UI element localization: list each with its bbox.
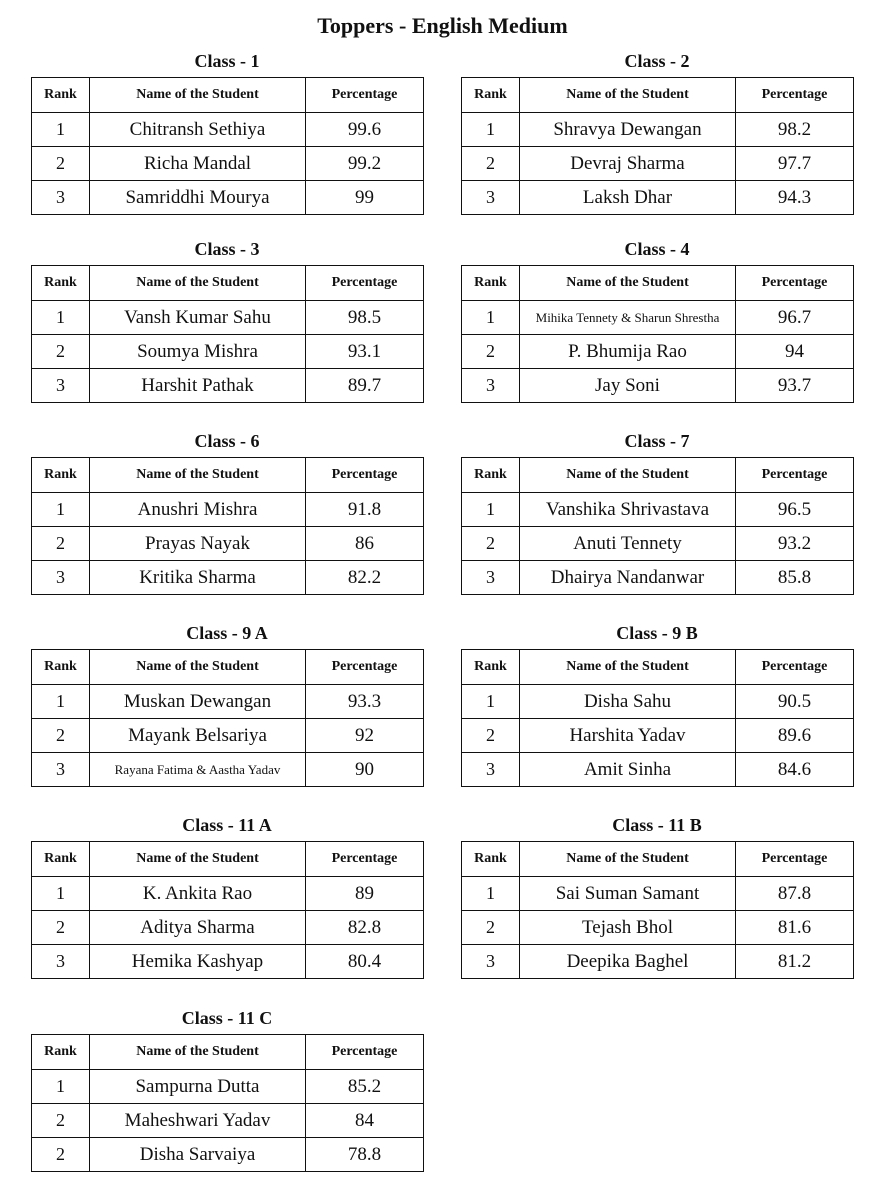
table-row xyxy=(462,527,854,561)
toppers-table xyxy=(31,841,424,979)
rank-cell: 3 xyxy=(462,753,520,787)
percentage-cell: 93.2 xyxy=(736,527,854,561)
table-row xyxy=(32,527,424,561)
rank-cell: 1 xyxy=(32,493,90,527)
student-name-cell: Anuti Tennety xyxy=(520,527,736,561)
percentage-cell: 89.7 xyxy=(306,369,424,403)
percentage-header: Percentage xyxy=(736,78,854,113)
percentage-cell: 96.7 xyxy=(736,301,854,335)
name-header: Name of the Student xyxy=(520,78,736,113)
student-name-cell: Chitransh Sethiya xyxy=(90,113,306,147)
percentage-header: Percentage xyxy=(306,266,424,301)
percentage-cell: 94 xyxy=(736,335,854,369)
name-header: Name of the Student xyxy=(90,78,306,113)
class-title: Class - 1 xyxy=(194,51,260,71)
class-title: Class - 11 B xyxy=(612,815,702,835)
table-row xyxy=(32,369,424,403)
class-block-11a xyxy=(31,812,423,979)
student-name-cell: Sai Suman Samant xyxy=(520,877,736,911)
class-title: Class - 7 xyxy=(624,431,690,451)
rank-cell: 1 xyxy=(462,493,520,527)
rank-cell: 1 xyxy=(32,877,90,911)
percentage-cell: 99.6 xyxy=(306,113,424,147)
rank-header: Rank xyxy=(462,650,520,685)
class-block-11b xyxy=(461,812,853,979)
table-row xyxy=(32,1104,424,1138)
student-name-cell: Richa Mandal xyxy=(90,147,306,181)
rank-cell: 1 xyxy=(462,685,520,719)
toppers-table xyxy=(461,649,854,787)
percentage-cell: 84 xyxy=(306,1104,424,1138)
table-row xyxy=(462,335,854,369)
rank-cell: 3 xyxy=(32,369,90,403)
percentage-cell: 90 xyxy=(306,753,424,787)
class-block-11c xyxy=(31,1005,423,1172)
toppers-table xyxy=(461,265,854,403)
table-header-row xyxy=(462,650,854,685)
class-block-9b xyxy=(461,620,853,787)
toppers-table xyxy=(31,457,424,595)
class-title: Class - 6 xyxy=(194,431,260,451)
rank-cell: 2 xyxy=(462,335,520,369)
toppers-table xyxy=(31,265,424,403)
student-name-cell: Samriddhi Mourya xyxy=(90,181,306,215)
name-header: Name of the Student xyxy=(520,458,736,493)
name-header: Name of the Student xyxy=(90,266,306,301)
rank-header: Rank xyxy=(462,266,520,301)
percentage-cell: 92 xyxy=(306,719,424,753)
student-name-cell: Harshit Pathak xyxy=(90,369,306,403)
student-name-cell: Vanshika Shrivastava xyxy=(520,493,736,527)
student-name-cell: Amit Sinha xyxy=(520,753,736,787)
student-name-cell: Shravya Dewangan xyxy=(520,113,736,147)
rank-cell: 3 xyxy=(32,945,90,979)
percentage-cell: 78.8 xyxy=(306,1138,424,1172)
student-name-cell: P. Bhumija Rao xyxy=(520,335,736,369)
rank-cell: 3 xyxy=(462,561,520,595)
rank-cell: 2 xyxy=(462,911,520,945)
class-title: Class - 9 B xyxy=(616,623,698,643)
percentage-cell: 93.7 xyxy=(736,369,854,403)
student-name-cell: Sampurna Dutta xyxy=(90,1070,306,1104)
toppers-table xyxy=(31,649,424,787)
table-row xyxy=(32,1138,424,1172)
class-title: Class - 4 xyxy=(624,239,690,259)
page-title: Toppers - English Medium xyxy=(317,13,568,38)
percentage-cell: 85.2 xyxy=(306,1070,424,1104)
percentage-cell: 82.2 xyxy=(306,561,424,595)
rank-header: Rank xyxy=(32,650,90,685)
table-header-row xyxy=(32,266,424,301)
percentage-cell: 98.2 xyxy=(736,113,854,147)
student-name-cell: Dhairya Nandanwar xyxy=(520,561,736,595)
student-name-cell: Harshita Yadav xyxy=(520,719,736,753)
class-block-4 xyxy=(461,236,853,403)
percentage-header: Percentage xyxy=(306,78,424,113)
table-row xyxy=(462,753,854,787)
table-row xyxy=(462,147,854,181)
rank-header: Rank xyxy=(32,1035,90,1070)
percentage-cell: 81.6 xyxy=(736,911,854,945)
table-header-row xyxy=(32,650,424,685)
student-name-cell: Prayas Nayak xyxy=(90,527,306,561)
table-row xyxy=(32,685,424,719)
percentage-cell: 81.2 xyxy=(736,945,854,979)
student-name-cell: Deepika Baghel xyxy=(520,945,736,979)
student-name-cell: Laksh Dhar xyxy=(520,181,736,215)
percentage-cell: 89.6 xyxy=(736,719,854,753)
table-header-row xyxy=(32,1035,424,1070)
rank-cell: 3 xyxy=(462,369,520,403)
toppers-table xyxy=(461,77,854,215)
table-header-row xyxy=(462,78,854,113)
student-name-cell: Soumya Mishra xyxy=(90,335,306,369)
percentage-header: Percentage xyxy=(306,842,424,877)
table-row xyxy=(32,877,424,911)
percentage-header: Percentage xyxy=(306,458,424,493)
percentage-header: Percentage xyxy=(736,842,854,877)
percentage-cell: 98.5 xyxy=(306,301,424,335)
class-block-9a xyxy=(31,620,423,787)
table-row xyxy=(462,181,854,215)
table-row xyxy=(462,719,854,753)
name-header: Name of the Student xyxy=(520,650,736,685)
table-row xyxy=(462,369,854,403)
percentage-cell: 93.1 xyxy=(306,335,424,369)
percentage-cell: 99.2 xyxy=(306,147,424,181)
table-row xyxy=(462,301,854,335)
student-name-cell: Jay Soni xyxy=(520,369,736,403)
student-name-cell: Muskan Dewangan xyxy=(90,685,306,719)
percentage-cell: 99 xyxy=(306,181,424,215)
rank-header: Rank xyxy=(32,266,90,301)
name-header: Name of the Student xyxy=(90,1035,306,1070)
rank-cell: 2 xyxy=(32,719,90,753)
rank-cell: 1 xyxy=(462,113,520,147)
rank-cell: 2 xyxy=(32,335,90,369)
percentage-cell: 89 xyxy=(306,877,424,911)
table-row xyxy=(462,685,854,719)
toppers-table xyxy=(461,841,854,979)
class-block-6 xyxy=(31,428,423,595)
student-name-cell: Mayank Belsariya xyxy=(90,719,306,753)
rank-cell: 2 xyxy=(32,147,90,181)
rank-cell: 1 xyxy=(32,685,90,719)
rank-cell: 2 xyxy=(32,1138,90,1172)
name-header: Name of the Student xyxy=(90,458,306,493)
toppers-table xyxy=(31,77,424,215)
name-header: Name of the Student xyxy=(520,266,736,301)
percentage-cell: 86 xyxy=(306,527,424,561)
percentage-header: Percentage xyxy=(736,458,854,493)
rank-cell: 2 xyxy=(32,527,90,561)
table-row xyxy=(462,561,854,595)
rank-header: Rank xyxy=(32,78,90,113)
percentage-cell: 80.4 xyxy=(306,945,424,979)
rank-header: Rank xyxy=(462,458,520,493)
table-row xyxy=(32,911,424,945)
toppers-table xyxy=(31,1034,424,1172)
rank-header: Rank xyxy=(32,458,90,493)
table-row xyxy=(462,493,854,527)
rank-cell: 2 xyxy=(32,1104,90,1138)
table-header-row xyxy=(32,458,424,493)
percentage-cell: 96.5 xyxy=(736,493,854,527)
table-row xyxy=(32,181,424,215)
name-header: Name of the Student xyxy=(520,842,736,877)
rank-cell: 3 xyxy=(462,181,520,215)
table-row xyxy=(462,113,854,147)
table-header-row xyxy=(462,842,854,877)
rank-cell: 3 xyxy=(462,945,520,979)
student-name-cell: Disha Sarvaiya xyxy=(90,1138,306,1172)
student-name-cell: Anushri Mishra xyxy=(90,493,306,527)
percentage-cell: 85.8 xyxy=(736,561,854,595)
table-row xyxy=(32,1070,424,1104)
table-row xyxy=(32,335,424,369)
rank-cell: 2 xyxy=(462,527,520,561)
rank-cell: 2 xyxy=(462,719,520,753)
class-title: Class - 11 A xyxy=(182,815,272,835)
rank-header: Rank xyxy=(462,842,520,877)
student-name-cell: Devraj Sharma xyxy=(520,147,736,181)
class-title: Class - 11 C xyxy=(181,1008,273,1028)
table-header-row xyxy=(462,458,854,493)
table-row xyxy=(32,945,424,979)
table-row xyxy=(462,945,854,979)
name-header: Name of the Student xyxy=(90,842,306,877)
class-block-3 xyxy=(31,236,423,403)
percentage-cell: 87.8 xyxy=(736,877,854,911)
percentage-cell: 97.7 xyxy=(736,147,854,181)
class-title: Class - 2 xyxy=(624,51,690,71)
table-header-row xyxy=(32,842,424,877)
student-name-cell: Rayana Fatima & Aastha Yadav xyxy=(90,753,306,787)
percentage-cell: 93.3 xyxy=(306,685,424,719)
rank-cell: 1 xyxy=(462,301,520,335)
percentage-cell: 84.6 xyxy=(736,753,854,787)
rank-cell: 1 xyxy=(32,113,90,147)
table-row xyxy=(32,719,424,753)
student-name-cell: Maheshwari Yadav xyxy=(90,1104,306,1138)
rank-cell: 1 xyxy=(462,877,520,911)
student-name-cell: Vansh Kumar Sahu xyxy=(90,301,306,335)
rank-header: Rank xyxy=(462,78,520,113)
class-block-7 xyxy=(461,428,853,595)
table-header-row xyxy=(462,266,854,301)
rank-cell: 1 xyxy=(32,1070,90,1104)
rank-cell: 3 xyxy=(32,181,90,215)
student-name-cell: Mihika Tennety & Sharun Shrestha xyxy=(520,301,736,335)
rank-cell: 3 xyxy=(32,561,90,595)
student-name-cell: Disha Sahu xyxy=(520,685,736,719)
table-row xyxy=(32,493,424,527)
student-name-cell: Tejash Bhol xyxy=(520,911,736,945)
class-block-1 xyxy=(31,48,423,215)
toppers-table xyxy=(461,457,854,595)
table-header-row xyxy=(32,78,424,113)
table-row xyxy=(32,561,424,595)
percentage-cell: 90.5 xyxy=(736,685,854,719)
rank-cell: 3 xyxy=(32,753,90,787)
percentage-cell: 91.8 xyxy=(306,493,424,527)
table-row xyxy=(32,301,424,335)
rank-cell: 2 xyxy=(462,147,520,181)
percentage-header: Percentage xyxy=(736,266,854,301)
rank-cell: 1 xyxy=(32,301,90,335)
student-name-cell: Kritika Sharma xyxy=(90,561,306,595)
percentage-header: Percentage xyxy=(306,650,424,685)
percentage-cell: 94.3 xyxy=(736,181,854,215)
table-row xyxy=(462,877,854,911)
class-title: Class - 9 A xyxy=(186,623,268,643)
rank-header: Rank xyxy=(32,842,90,877)
student-name-cell: K. Ankita Rao xyxy=(90,877,306,911)
table-row xyxy=(32,753,424,787)
percentage-cell: 82.8 xyxy=(306,911,424,945)
class-title: Class - 3 xyxy=(194,239,260,259)
percentage-header: Percentage xyxy=(736,650,854,685)
name-header: Name of the Student xyxy=(90,650,306,685)
table-row xyxy=(462,911,854,945)
student-name-cell: Aditya Sharma xyxy=(90,911,306,945)
table-row xyxy=(32,113,424,147)
student-name-cell: Hemika Kashyap xyxy=(90,945,306,979)
table-row xyxy=(32,147,424,181)
percentage-header: Percentage xyxy=(306,1035,424,1070)
class-block-2 xyxy=(461,48,853,215)
rank-cell: 2 xyxy=(32,911,90,945)
